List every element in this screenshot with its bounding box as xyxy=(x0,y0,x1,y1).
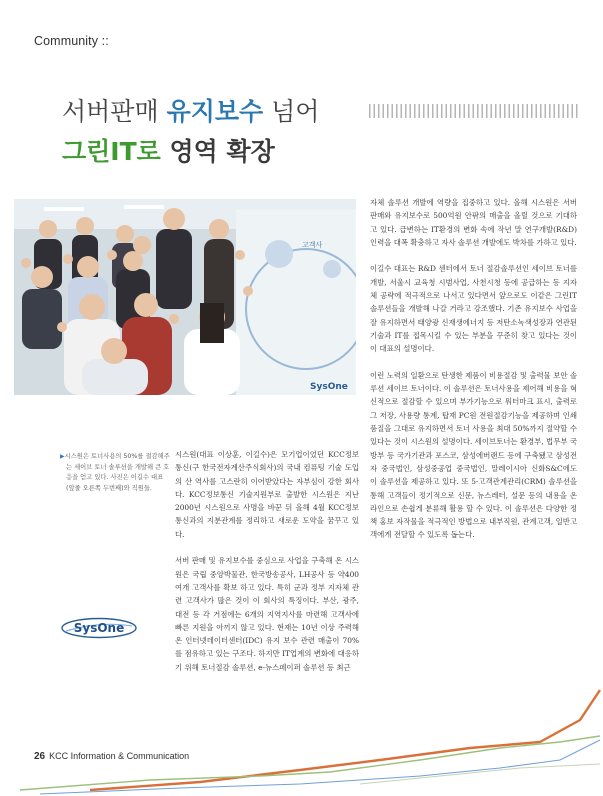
trend-line-light xyxy=(360,764,600,784)
headline-highlight-green: 그린IT로 xyxy=(62,137,161,166)
board-text: 고객사 xyxy=(302,241,323,249)
caption-text: 시스원은 토너사용의 50%를 절감해주는 세이브 토너 솔루션을 개발해 큰 호응을 얻고 있다. 사진은 이길수 대표(앞줄 오른쪽 두번째)와 직원들. xyxy=(64,453,170,492)
trend-line-green xyxy=(20,736,600,790)
body-column-right xyxy=(370,196,577,555)
photo-caption xyxy=(60,452,170,494)
headline-part: 넘어 xyxy=(263,97,320,126)
body-paragraph: 서버 판매 및 유지보수를 중심으로 사업을 구축해 온 시스원은 국립 중앙박물관, 한국방송공사, LH공사 등 약400여개 고객사를 확보 하고 있다. 특히 군과 정부 지자체 관련 고객사가 많은 것이 이 회사의 특징이다. 부산, 광주, 대전 등 각 거점에는 6개의 지역지사를 마련해 고객사에 빠른 지원을 아끼지 않고 있다. 현재는 10년 이상 주력해온 인터넷데이터센터(IDC) 유지 보수 관련 매출이 70%를 점유하고 있는 구조다. 하지만 IT업계의 변화에 대응하기 위해 토너절감 솔루션, e-뉴스페이퍼 솔루션 등 최근 xyxy=(175,556,359,672)
title-decoration-stripes xyxy=(369,104,579,118)
board-logo-text: SysOne xyxy=(310,382,348,392)
body-paragraph: 자체 솔루션 개발에 역량을 집중하고 있다. 올해 시스원은 서버 판매와 유지보수로 500억원 안팎의 매출을 올릴 것으로 기대하고 있다. 급변하는 IT환경의 변화 속에 작년 말 연구개발(R&D) 인력을 대폭 확충하고 자사 솔루션 개발에도 박차를 가하고 있다. xyxy=(370,198,577,247)
headline-highlight: 유지보수 xyxy=(166,97,264,126)
body-paragraph: 이런 노력의 일환으로 탄생한 제품이 비용절감 및 출력물 보안 솔루션 세이브 토너이다. 이 솔루션은 토너사용을 제어해 비용을 혁신적으로 절감할 수 있으며 부가기능으로 워터마크 표시, 출력로그 저장, 사용량 통계, 탑재 PC원 전원절감기능을 제공하며 인쇄품질을 그대로 유지하면서 토너 사용을 최대 50%까지 절약할 수 있다는 것이 시스원의 설명이다. 세이브토너는 환경부, 법무부 국방부 등 국가기관과 포스코, 삼성에버랜드 등에 구축됐고 삼성전자 중국법인, 삼성중공업 중국법인, 말레이시아 신화S&C에도 이 솔루션을 제공하고 있다. 또 5-고객관계관리(CRM) 솔루션을 통해 고객들이 정기적으로 신문, 뉴스레터, 설문 등의 내용을 온라인으로 손쉽게 분류해 활용 할 수 있다. 이 솔루션은 다양한 정책 홍보 자작물을 적극적인 방법으로 내부직원, 관계고객, 일반고객에게 전달할 수 있도록 돕는다. xyxy=(370,370,577,540)
trend-line-blue xyxy=(40,740,600,794)
logo-text: SysOne xyxy=(73,621,125,635)
headline-line-2 xyxy=(62,136,275,168)
publication-name: KCC Information & Communication xyxy=(49,751,190,761)
sysone-logo xyxy=(60,617,138,639)
body-column-left xyxy=(175,448,359,687)
page-footer xyxy=(34,751,189,762)
headline-line-1 xyxy=(62,96,319,128)
photo-illustration xyxy=(14,199,356,395)
body-paragraph: 이길수 대표는 R&D 센터에서 토너 절감솔루션인 세이브 토너를 개발, 서울시 교육청 시범사업, 사천시청 등에 공급하는 등 지자체 공략에 적극적으로 나서고 있다면서 앞으로도 이같은 그린IT 솔루션들을 개발해 나갈 거라고 강조했다. 기존 유지보수 사업을 잘 유지하면서 태양광 신재생에너지 등 저탄소녹색성장과 연관된 기술과 IT를 접목시킬 수 있는 부분을 꾸준히 찾고 있다는 것이 이 대표의 설명이다. xyxy=(370,264,577,354)
caption-arrow-icon: ▶ xyxy=(60,453,65,460)
headline-part: 영역 확장 xyxy=(160,137,275,166)
section-label: Community :: xyxy=(34,34,109,48)
headline-part: 서버판매 xyxy=(62,97,167,126)
staff-group-photo xyxy=(14,199,356,395)
body-paragraph: 시스원(대표 이상훈, 이길수)은 모기업이었던 KCC정보통신(구 한국전자계산주식회사)의 국내 컴퓨팅 기술 도입의 산 역사를 고스란히 이어받았다는 자부심이 강한 회사다. KCC정보통신 기술지원부로 출발한 시스원은 지난 2000년 시스원으로 사명을 바꾼 뒤 올해 4월 KCC정보통신과의 지분관계를 정리하고 새로운 도약을 꿈꾸고 있다. xyxy=(175,450,359,539)
trend-line-orange xyxy=(90,690,600,790)
page-number: 26 xyxy=(34,751,46,762)
